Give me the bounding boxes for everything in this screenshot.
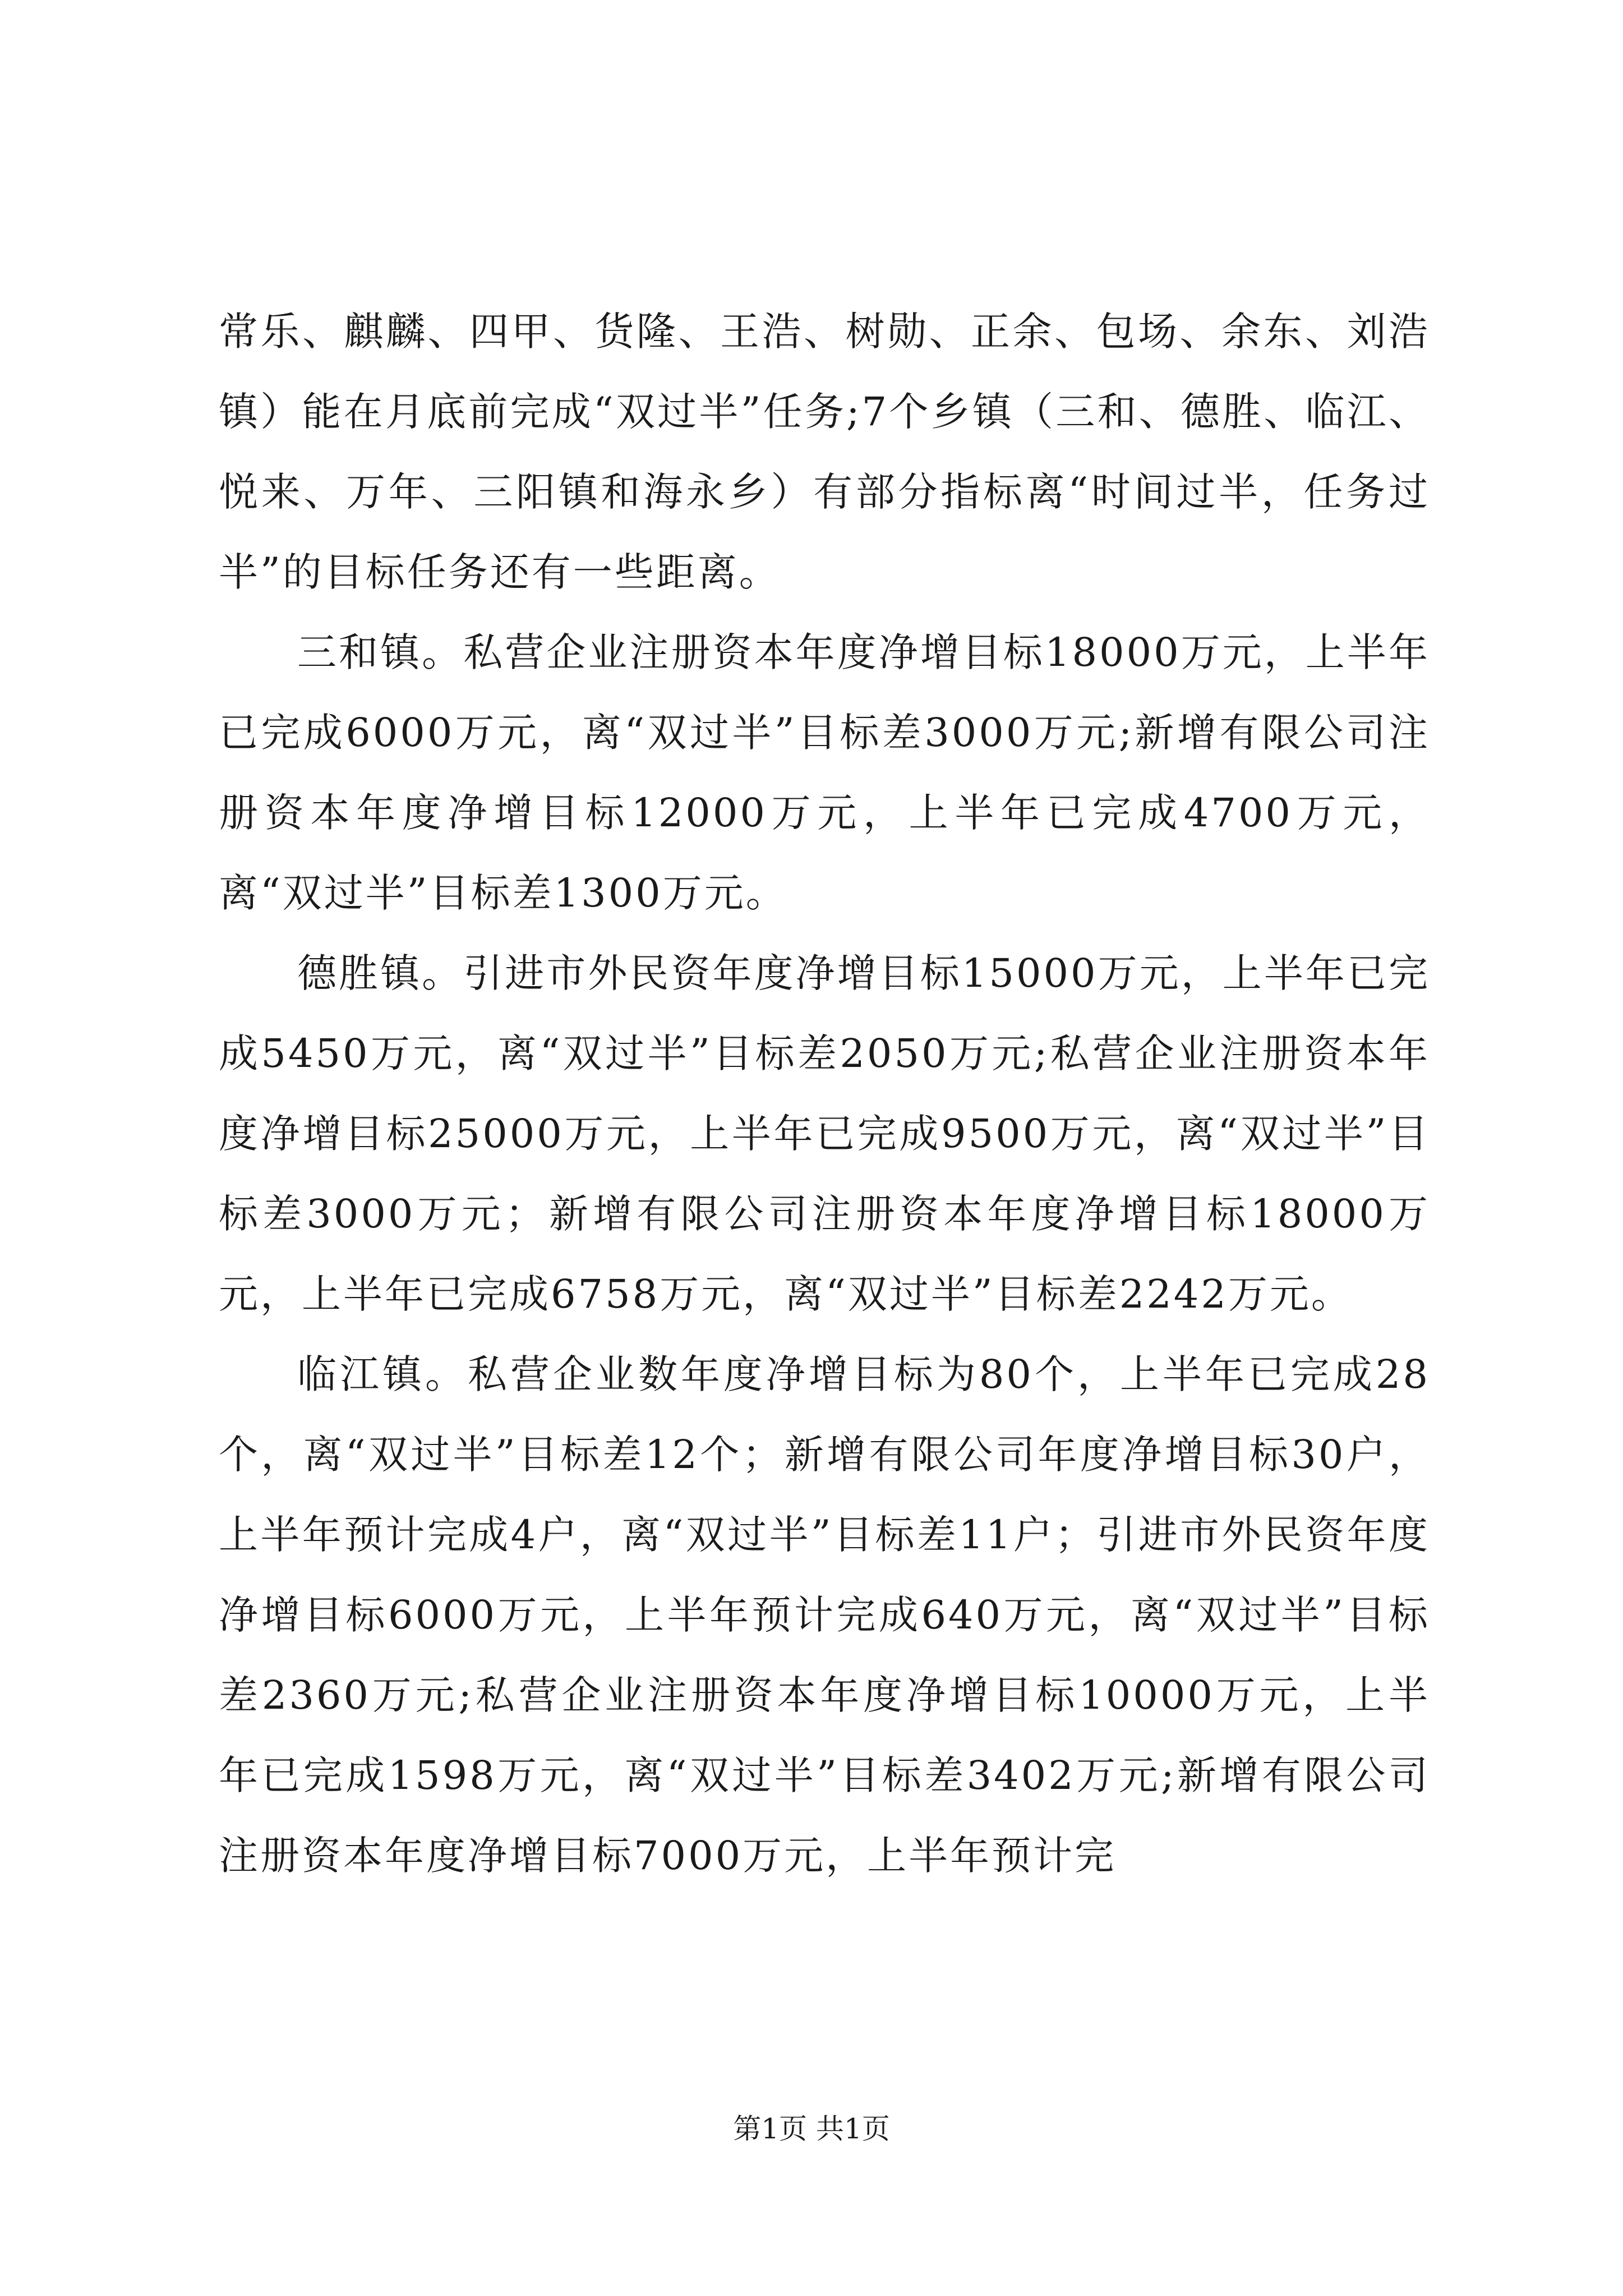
paragraph-continuation: 常乐、麒麟、四甲、货隆、王浩、树勋、正余、包场、余东、刘浩镇）能在月底前完成“双过半”任务;7个乡镇（三和、德胜、临江、悦来、万年、三阳镇和海永乡）有部分指标离“时间过半，任务过半”的目标任务还有一些距离。 [219, 309, 1430, 595]
document-body [219, 292, 1430, 1896]
paragraph-desheng-town: 德胜镇。引进市外民资年度净增目标15000万元，上半年已完成5450万元，离“双过半”目标差2050万元;私营企业注册资本年度净增目标25000万元，上半年已完成9500万元，离“双过半”目标差3000万元；新增有限公司注册资本年度净增目标18000万元，上半年已完成6758万元，离“双过半”目标差2242万元。 [219, 950, 1430, 1317]
paragraph-sanhe-town: 三和镇。私营企业注册资本年度净增目标18000万元，上半年已完成6000万元，离“双过半”目标差3000万元;新增有限公司注册资本年度净增目标12000万元，上半年已完成4700万元，离“双过半”目标差1300万元。 [219, 629, 1430, 916]
page-number-footer: 第1页 共1页 [733, 2113, 890, 2145]
paragraph-linjiang-town: 临江镇。私营企业数年度净增目标为80个，上半年已完成28个，离“双过半”目标差12个；新增有限公司年度净增目标30户，上半年预计完成4户，离“双过半”目标差11户；引进市外民资年度净增目标6000万元，上半年预计完成640万元，离“双过半”目标差2360万元;私营企业注册资本年度净增目标10000万元，上半年已完成1598万元，离“双过半”目标差3402万元;新增有限公司注册资本年度净增目标7000万元，上半年预计完 [219, 1351, 1430, 1879]
